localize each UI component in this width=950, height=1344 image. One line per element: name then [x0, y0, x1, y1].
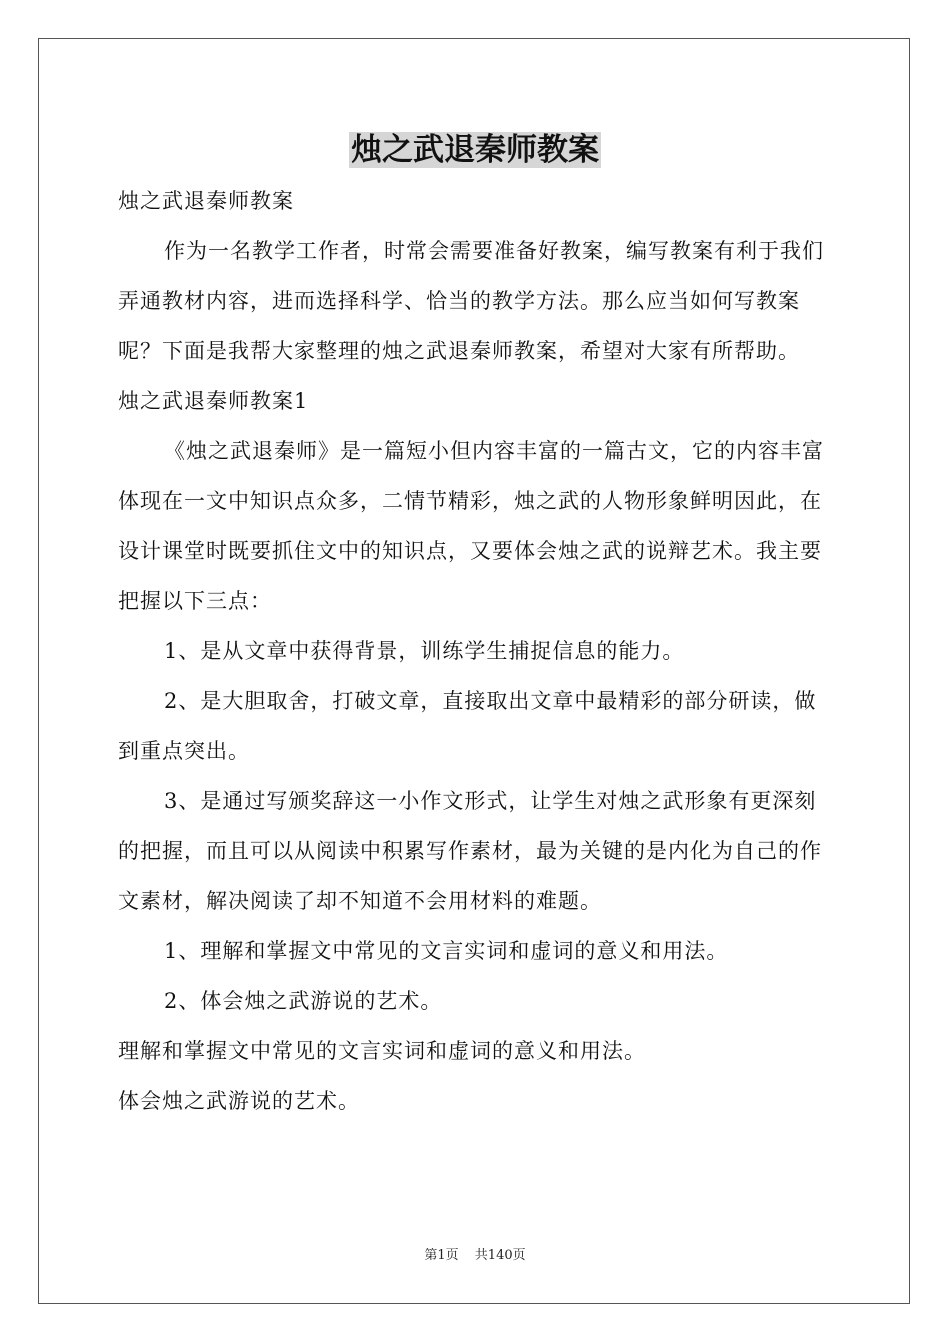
page-number: 第1页 — [424, 1248, 459, 1263]
document-title-text: 烛之武退秦师教案 — [351, 132, 599, 168]
paragraph-heading: 烛之武退秦师教案 — [118, 189, 294, 213]
paragraph-intro: 作为一名教学工作者，时常会需要准备好教案，编写教案有利于我们弄通教材内容，进而选择科学、恰当的教学方法。那么应当如何写教案呢？下面是我帮大家整理的烛之武退秦师教案，希望对大家有所帮助。 — [118, 239, 824, 363]
page-footer — [0, 1244, 950, 1263]
paragraph-goal-2: 2、体会烛之武游说的艺术。 — [164, 989, 443, 1013]
paragraph-point-2: 2、是大胆取舍，打破文章，直接取出文章中最精彩的部分研读，做到重点突出。 — [118, 689, 817, 763]
document-body — [118, 176, 838, 1126]
paragraph-point-3: 3、是通过写颁奖辞这一小作文形式，让学生对烛之武形象有更深刻的把握，而且可以从阅读中积累写作素材，最为关键的是内化为自己的作文素材，解决阅读了却不知道不会用材料的难题。 — [118, 789, 822, 913]
paragraph-overview: 《烛之武退秦师》是一篇短小但内容丰富的一篇古文，它的内容丰富体现在一文中知识点众多，二情节精彩，烛之武的人物形象鲜明因此，在设计课堂时既要抓住文中的知识点，又要体会烛之武的说辩艺术。我主要把握以下三点： — [118, 439, 824, 613]
page-total: 共140页 — [474, 1248, 526, 1263]
paragraph-goal-1: 1、理解和掌握文中常见的文言实词和虚词的意义和用法。 — [164, 939, 729, 963]
document-title — [0, 128, 950, 172]
paragraph-point-1: 1、是从文章中获得背景，训练学生捕捉信息的能力。 — [164, 639, 685, 663]
paragraph-difficulty: 体会烛之武游说的艺术。 — [118, 1089, 360, 1113]
paragraph-key-point: 理解和掌握文中常见的文言实词和虚词的意义和用法。 — [118, 1039, 646, 1063]
section-heading: 烛之武退秦师教案1 — [118, 389, 309, 413]
